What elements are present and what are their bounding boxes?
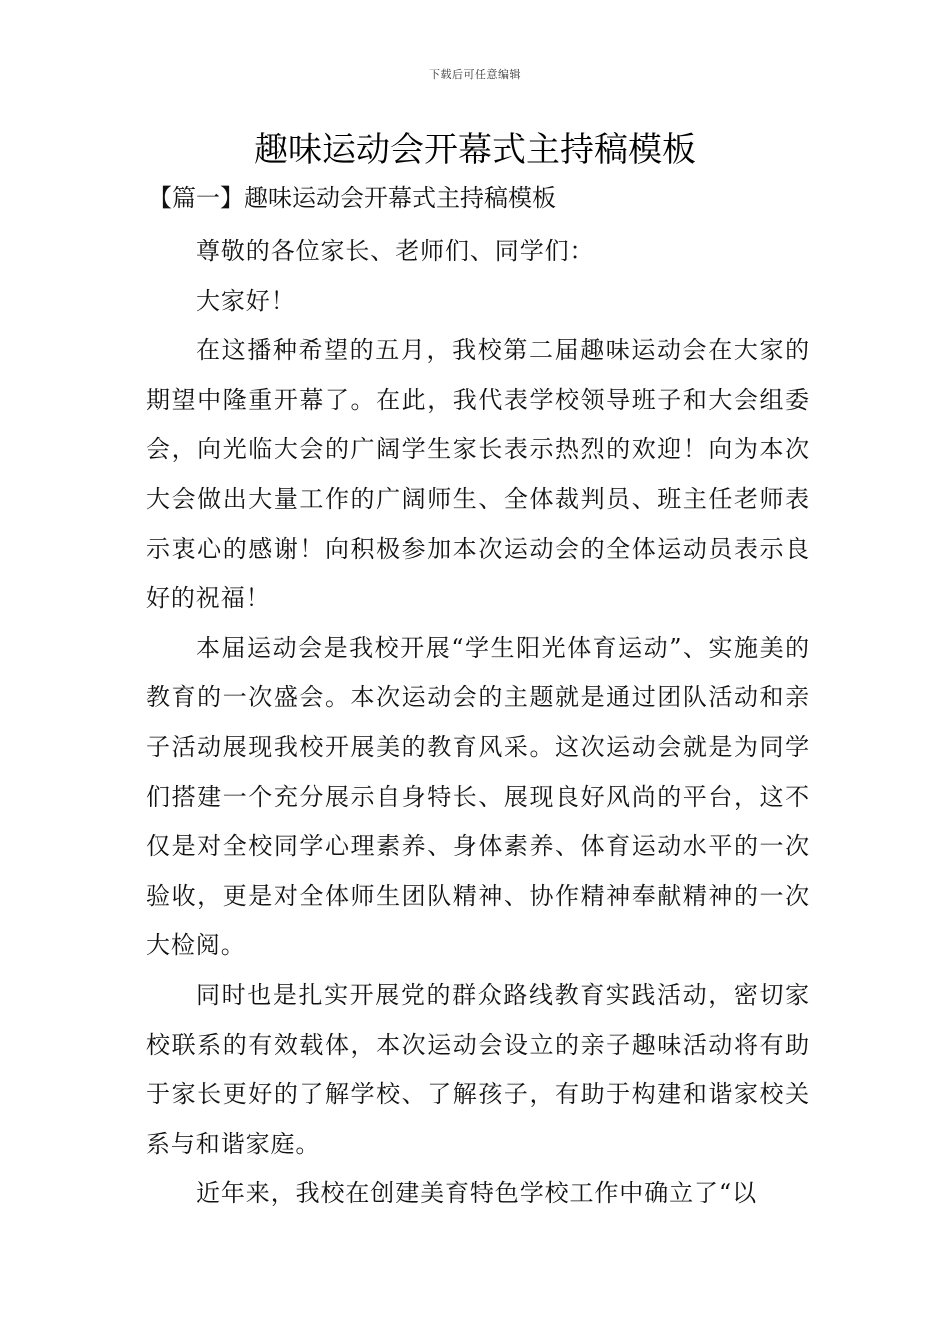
paragraph-recent-years: 近年来，我校在创建美育特色学校工作中确立了“以 xyxy=(196,1179,757,1208)
page-title: 趣味运动会开幕式主持稿模板 xyxy=(254,130,696,170)
paragraph-family: 同时也是扎实开展党的群众路线教育实践活动，密切家校联系的有效载体，本次运动会设立的亲子趣味活动将有助于家长更好的了解学校、了解孩子，有助于构建和谐家校关系与和谐家庭。 xyxy=(146,980,810,1158)
paragraph-opening: 在这播种希望的五月，我校第二届趣味运动会在大家的期望中隆重开幕了。在此，我代表学校领导班子和大会组委会，向光临大会的广阔学生家长表示热烈的欢迎！向为本次大会做出大量工作的广阔师生、全体裁判员、班主任老师表示衷心的感谢！向积极参加本次运动会的全体运动员表示良好的祝福！ xyxy=(146,336,810,613)
paragraph-theme: 本届运动会是我校开展“学生阳光体育运动”、实施美的教育的一次盛会。本次运动会的主题就是通过团队活动和亲子活动展现我校开展美的教育风采。这次运动会就是为同学们搭建一个充分展示自身特长、展现良好风尚的平台，这不仅是对全校同学心理素养、身体素养、体育运动水平的一次验收，更是对全体师生团队精神、协作精神奉献精神的一次大检阅。 xyxy=(146,633,810,960)
document-body xyxy=(146,227,810,1219)
paragraph-greeting: 尊敬的各位家长、老师们、同学们： xyxy=(196,237,595,265)
header-note: 下载后可任意编辑 xyxy=(429,68,521,81)
section-heading: 【篇一】趣味运动会开幕式主持稿模板 xyxy=(148,184,556,212)
paragraph-hello: 大家好！ xyxy=(196,286,296,315)
